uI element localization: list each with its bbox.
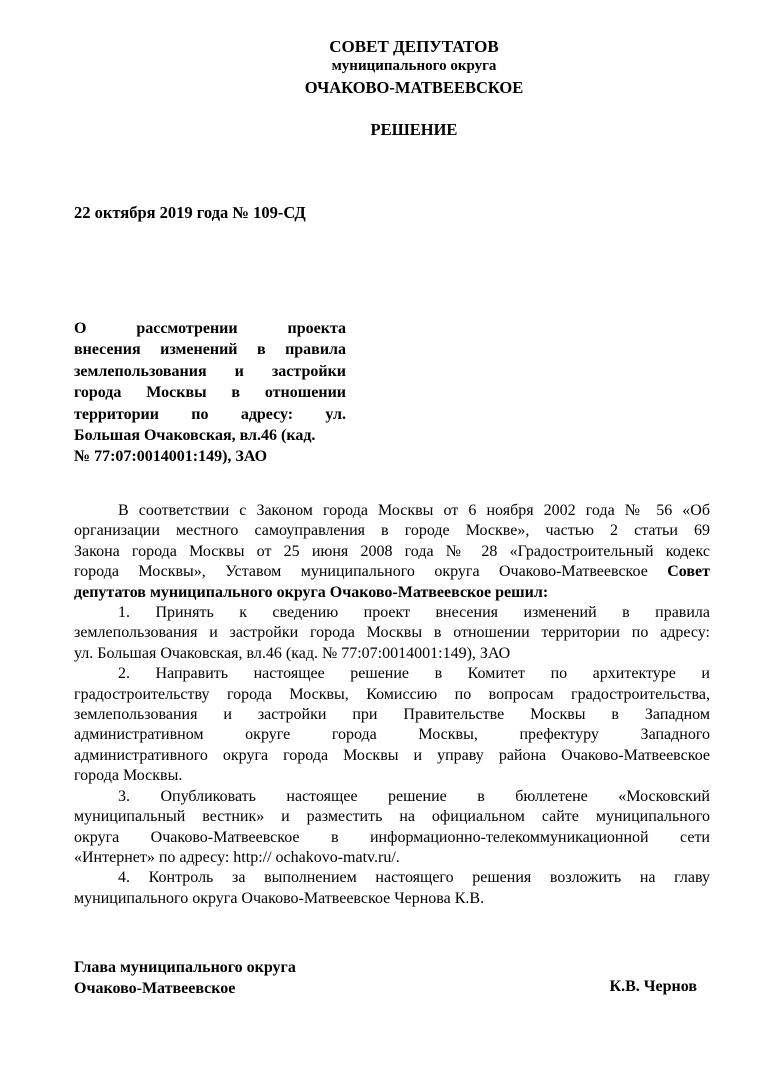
subject-word: в: [256, 341, 266, 359]
signatory-title-line: Глава муниципального округа: [74, 959, 296, 976]
subject-word: правила: [285, 341, 347, 359]
signatory-name: К.В. Чернов: [609, 978, 697, 995]
document-type: РЕШЕНИЕ: [370, 120, 458, 139]
subject-word: внесения: [74, 341, 141, 359]
preamble-line: В соответствии с Законом города Москвы от 6 ноября 2002 года № 56 «Об: [118, 502, 710, 519]
item-4-line: 4. Контроль за выполнением настоящего решения возложить на главу: [118, 869, 710, 887]
council-title: СОВЕТ ДЕПУТАТОВ: [329, 37, 499, 56]
signatory-title: [74, 958, 296, 999]
subject-word: города: [74, 384, 122, 402]
subject-line: [74, 339, 346, 360]
item-2-line: градостроительству города Москвы, Комиссию по вопросам градостроительства,: [74, 685, 710, 703]
item-3-line: «Интернет» по адресу: http:// ochakovo-matv.ru/.: [74, 848, 400, 866]
item-3-line: 3. Опубликовать настоящее решение в бюллетене «Московский: [118, 787, 710, 805]
subject-word: в: [231, 384, 241, 402]
item-1-line: 1. Принять к сведению проект внесения изменений в правила: [118, 604, 710, 622]
item-2-line: 2. Направить настоящее решение в Комитет по архитектуре и: [118, 665, 710, 683]
decision-body: [74, 501, 710, 909]
preamble-line: [74, 562, 710, 582]
subject-word: и: [234, 362, 244, 380]
district-type: муниципального округа: [331, 58, 497, 74]
item-1-line: землепользования и застройки города Москвы в отношении территории по адресу:: [74, 624, 710, 642]
date-and-number: 22 октября 2019 года № 109-СД: [74, 203, 306, 222]
subject-word: Москвы: [146, 384, 207, 402]
preamble-line: Закона города Москвы от 25 июня 2008 года № 28 «Градостроительный кодекс: [74, 542, 710, 560]
item-4-line: муниципального округа Очаково-Матвеевское Чернова К.В.: [74, 889, 485, 907]
item-3-line: округа Очаково-Матвеевское в информационно-телекоммуникационной сети: [74, 828, 710, 846]
item-1-line: ул. Большая Очаковская, вл.46 (кад. № 77:07:0014001:149), ЗАО: [74, 644, 511, 662]
subject-word: территории: [74, 405, 159, 423]
subject-line: [74, 318, 346, 339]
item-2-line: административном округе города Москвы, префектуру Западного: [74, 726, 710, 744]
signatory-title-line: Очаково-Матвеевское: [74, 979, 236, 997]
subject-line: [74, 361, 346, 382]
subject-word: ул.: [325, 405, 346, 423]
item-2-line: города Москвы.: [74, 767, 183, 785]
item-3-line: муниципальный вестник» и разместить на официальном сайте муниципального: [74, 808, 710, 826]
subject-word: изменений: [160, 341, 238, 359]
subject-line: [74, 382, 346, 403]
decided-bold: депутатов муниципального округа Очаково-Матвеевское решил:: [74, 583, 549, 601]
preamble-line: [74, 583, 710, 603]
item-2-line: административного округа города Москвы и управу района Очаково-Матвеевское: [74, 746, 710, 764]
subject-word: рассмотрении: [136, 320, 238, 337]
subject-word: проекта: [287, 320, 346, 337]
subject-line: № 77:07:0014001:149), ЗАО: [74, 448, 268, 466]
decision-subject: [74, 318, 346, 468]
subject-line: Большая Очаковская, вл.46 (кад.: [74, 427, 316, 445]
subject-word: отношении: [264, 384, 347, 402]
subject-word: О: [74, 320, 87, 337]
item-2-line: землепользования и застройки при Правительстве Москвы в Западном: [74, 706, 710, 724]
preamble-line: организации местного самоуправления в городе Москве», частью 2 статьи 69: [74, 522, 710, 540]
subject-line: [74, 404, 346, 425]
preamble-text: города Москвы», Уставом муниципального округа Очаково-Матвеевское: [74, 563, 668, 581]
district-name: ОЧАКОВО-МАТВЕЕВСКОЕ: [304, 78, 524, 97]
subject-word: землепользования: [74, 362, 207, 380]
council-bold: Совет: [667, 563, 710, 581]
subject-word: застройки: [271, 362, 347, 380]
subject-word: по: [191, 405, 209, 423]
subject-word: адресу:: [240, 405, 294, 423]
